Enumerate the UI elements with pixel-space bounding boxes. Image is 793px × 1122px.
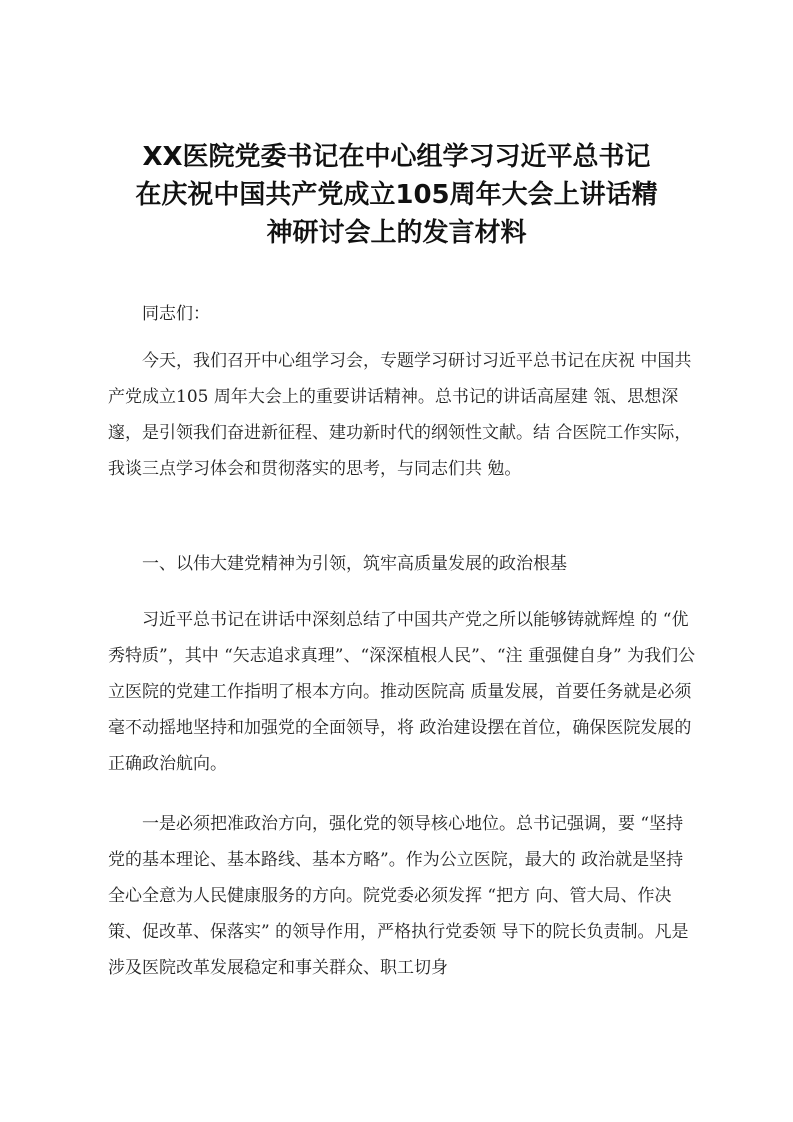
paragraph-line: 勉。 [487,459,522,479]
paragraph-line: 中国共产党成立105 周年大会上的重要讲话精神。总书记的讲话高屋建 [108,351,692,407]
title-line: 在庆祝中国共产党成立105周年大会上讲话精 [135,180,658,210]
paragraph-line: “坚持党的基本理论、基本路线、基本方略”。作为公立医院，最大的 [108,814,684,870]
paragraph-line: 一是必须把准政治方向，强化党的领导核心地位。总书记强调，要 [108,814,635,834]
salutation: 同志们： [142,304,210,324]
paragraph-3 [108,806,698,986]
salutation-block [108,296,698,332]
paragraph-line: 的 “优秀特质”，其中 “矢志追求真理”、“深深植根人民”、“注 [108,610,689,666]
title-line: 神研讨会上的发言材料 [266,218,527,248]
paragraph-line: 导下的院长负责制。凡是涉及医院改革发展稳定和事关群众、职工切身 [108,922,689,978]
section-heading-1 [108,546,698,582]
paragraph-line: 政治建设摆在首位，确保医院发展的正确政治航向。 [108,718,692,774]
paragraph-line: 瓴、思想深邃，是引领我们奋进新征程、建功新时代的纲领性文献。结 [108,387,679,443]
paragraph-line: 质量发展，首要任务就是必须毫不动摇地坚持和加强党的全面领导，将 [108,682,692,738]
paragraph-line: 合医院工作实际，我谈三点学习体会和贯彻落实的思考，与同志们共 [108,423,692,479]
paragraph-2 [108,602,698,782]
paragraph-line: 向、管大局、作决策、促改革、保落实” 的领导作用，严格执行党委领 [108,886,672,942]
document-title [100,138,693,252]
paragraph-1 [108,343,698,487]
paragraph-line: 政治就是坚持全心全意为人民健康服务的方向。院党委必须发挥 “把方 [108,850,684,906]
title-line: XX医院党委书记在中心组学习习近平总书记 [142,142,651,172]
section-heading: 一、以伟大建党精神为引领，筑牢高质量发展的政治根基 [108,554,567,574]
paragraph-line: 习近平总书记在讲话中深刻总结了中国共产党之所以能够铸就辉煌 [108,610,635,630]
paragraph-line: 今天，我们召开中心组学习会，专题学习研讨习近平总书记在庆祝 [108,351,635,371]
paragraph-line: 重强健自身” 为我们公立医院的党建工作指明了根本方向。推动医院高 [108,646,696,702]
